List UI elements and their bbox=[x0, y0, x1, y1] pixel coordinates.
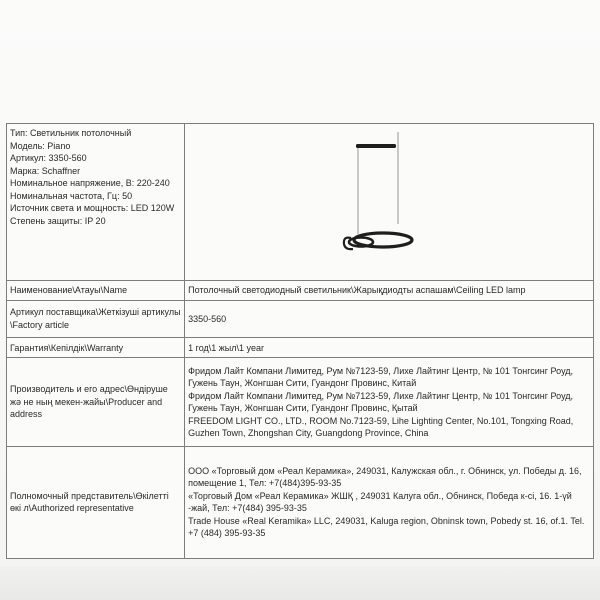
product-properties-cell bbox=[7, 124, 185, 281]
producer-label: Производитель и его адрес\Өндіруше жә не ның мекен-жайы\Producer and address bbox=[7, 358, 185, 446]
representative-row bbox=[7, 446, 594, 558]
lamp-image-cell bbox=[185, 124, 594, 281]
property-voltage: Номинальное напряжение, В: 220-240 bbox=[10, 178, 170, 188]
producer-address-kz: Фридом Лайт Компани Лимитед, Рум №7123-59, Лихе Лайтинг Центр, № 101 Тонгсинг Роуд, Гужень Таун, Жонгшан Сити, Гуандонг Провинс, Қытай bbox=[188, 390, 574, 414]
property-type: Тип: Светильник потолочный bbox=[10, 128, 132, 138]
name-label: Наименование\Атауы\Name bbox=[7, 281, 185, 300]
property-model: Модель: Piano bbox=[10, 140, 71, 151]
name-value bbox=[185, 281, 594, 300]
property-frequency: Номинальная частота, Гц: 50 bbox=[10, 190, 133, 201]
label-bottom-edge bbox=[0, 566, 600, 600]
warranty-row bbox=[7, 338, 594, 358]
property-brand: Марка: Schaffner bbox=[10, 165, 81, 176]
representative-address-kz: «Торговый Дом «Реал Керамика» ЖШҚ , 249031 Калуга обл., Обнинск, Победа к-сі, 16. 1-үй -жай, Тел: +7(484) 395-93-35 bbox=[188, 490, 572, 514]
representative-value bbox=[185, 446, 594, 558]
representative-address-en: Trade House «Real Keramika» LLC, 249031, Kaluga region, Obninsk town, Pobedy st. 16, of.1. Tel. +7 (484) 395-93-35 bbox=[188, 515, 585, 539]
properties-row bbox=[7, 124, 594, 281]
producer-row bbox=[7, 358, 594, 446]
property-article: Артикул: 3350-560 bbox=[10, 153, 87, 163]
warranty-value: 1 год\1 жыл\1 year bbox=[185, 338, 594, 358]
representative-address-ru: ООО «Торговый дом «Реал Керамика», 249031, Калужская обл., г. Обнинск, ул. Победы д. 16, помещение 1, Тел: +7(484)395-93-35 bbox=[188, 465, 582, 489]
factory-article-value: 3350-560 bbox=[185, 300, 594, 337]
ring-pendant-lamp-icon bbox=[185, 124, 589, 263]
producer-address-en: FREEDOM LIGHT CO., LTD., ROOM No.7123-59, Lihe Lighting Center, No.101, Tongxing Road, Guzhen Town, Zhongshan City, Guangdong Province, China bbox=[188, 415, 574, 439]
product-spec-table bbox=[6, 123, 594, 559]
name-value-line: Потолочный светодиодный светильник\Жарықдиодты аспашам\Ceiling LED lamp bbox=[188, 285, 526, 296]
name-row bbox=[7, 281, 594, 300]
producer-value bbox=[185, 358, 594, 446]
factory-article-row bbox=[7, 300, 594, 337]
warranty-label: Гарантия\Кепілдік\Warranty bbox=[7, 338, 185, 358]
property-light-source: Источник света и мощность: LED 120W bbox=[10, 203, 175, 213]
property-protection: Степень защиты: IP 20 bbox=[10, 215, 106, 226]
producer-address-ru: Фридом Лайт Компани Лимитед, Рум №7123-59, Лихе Лайтинг Центр, № 101 Тонгсинг Роуд, Гужень Таун, Жонгшан Сити, Гуандонг Провинс, Китай bbox=[188, 365, 574, 389]
factory-article-label: Артикул поставщика\Жеткізуші артикулы \Factory article bbox=[7, 300, 185, 337]
representative-label: Полномочный представитель\Өкілетті өкі л\Authorized representative bbox=[7, 446, 185, 558]
